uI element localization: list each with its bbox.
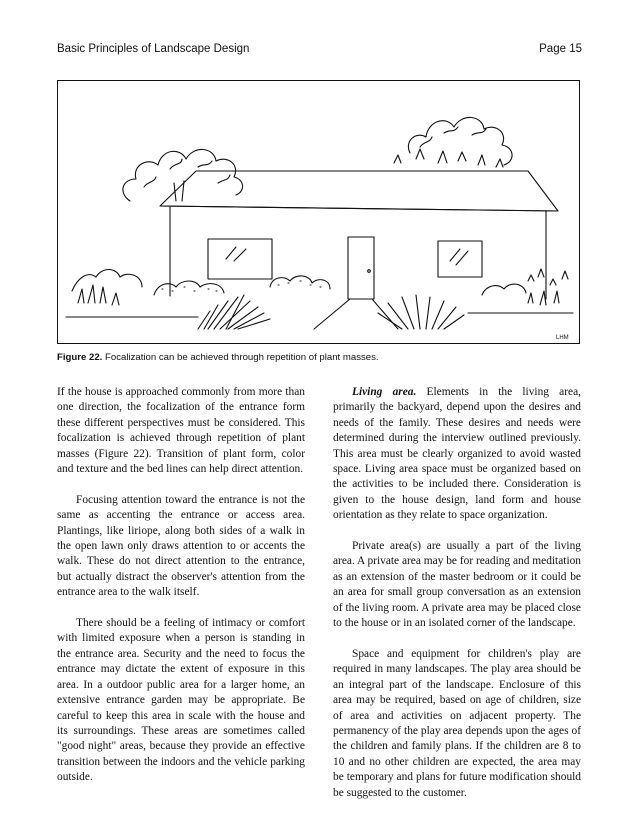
house-wall <box>170 207 546 299</box>
right-foundation-shrubs <box>482 284 526 295</box>
right-column <box>333 385 581 816</box>
front-door <box>348 237 374 299</box>
right-paragraph-1 <box>333 385 581 524</box>
header-title: Basic Principles of Landscape Design <box>57 43 250 55</box>
right-grass-tufts <box>528 291 559 305</box>
house-landscape-drawing <box>58 81 580 344</box>
left-grass-tufts <box>78 285 119 305</box>
left-tree-canopy-detail <box>144 159 230 187</box>
living-area-heading: Living area. <box>352 386 417 398</box>
door-shrub-dots <box>278 281 321 287</box>
figure-caption <box>57 352 582 363</box>
running-header <box>57 43 582 59</box>
left-column <box>57 385 305 801</box>
left-paragraph-1: If the house is approached commonly from more than one direction, the focalization of the entrance form these different perspectives must be considered. This focalization is achieved through repetition of plant masses (Figure 22). Transition of plant form, color and texture and the bed lines can help direct attention. <box>57 386 305 476</box>
page-number: Page 15 <box>539 43 582 55</box>
left-ground-shrub <box>72 270 142 292</box>
left-paragraph-3: There should be a feeling of intimacy or comfort with limited exposure when a person is standing in the entrance area. Security and the need to focus the entrance may dictate the extent of exposure in this area. In a outdoor public area for a larger home, an extensive entrance garden may be appropriate. Be careful to keep this area in scale with the house and its surroundings. These areas are sometimes called "good night" areas, because they provide an effective transition between the indoors and the vehicle parking outside. <box>57 617 305 784</box>
door-knob <box>368 270 371 273</box>
right-flowers <box>528 269 568 285</box>
front-walk <box>314 299 398 329</box>
right-shrub-spikes <box>394 149 503 167</box>
right-paragraph-1-text: Elements in the living area, primarily the backyard, depend upon the desires and needs of the family. These desires and needs were determined during the interview outlined previously. This area must be clearly organized to avoid wasted space. Living area space must be organized based on the activities to be included there. Consideration is given to the house design, land form and house orientation as they relate to space organization. <box>333 386 581 522</box>
artist-mark: LHM <box>556 335 569 341</box>
right-window <box>438 241 482 277</box>
left-foundation-shrubs <box>154 281 224 295</box>
left-paragraph-2: Focusing attention toward the entrance is not the same as accenting the entrance or access area. Plantings, like liriope, along both sides of a walk in the open lawn only draws attention to or accents the walk. These do not direct attention to the entrance, but actually distract the observer's attention from the entrance area to the walk itself. <box>57 493 305 599</box>
foreground-plant-left <box>198 295 270 329</box>
ground-line <box>66 313 573 317</box>
roof-eave <box>160 206 558 211</box>
house-roof <box>160 171 558 211</box>
figure-label: Figure 22. <box>57 352 103 363</box>
left-window-glare <box>226 247 246 261</box>
right-paragraph-3: Space and equipment for children's play are required in many landscapes. The play area should be an integral part of the landscape. Enclosure of this area may be required, based on age of children, size of area and activities on adjacent property. The permanency of the play area depends upon the ages of the children and family plans. If the children are 8 to 10 and no other children are expected, the area may be temporary and plans for future modification should be suggested to the customer. <box>333 647 581 799</box>
figure-22-illustration <box>57 80 580 344</box>
right-paragraph-2: Private area(s) are usually a part of the living area. A private area may be for reading and meditation as an extension of the master bedroom or it could be an area for small group conversation as an extension of the living room. A private area may be placed close to the house or in an isolated corner of the landscape. <box>333 540 581 630</box>
right-window-glare <box>450 249 468 265</box>
left-window <box>208 239 272 279</box>
figure-caption-text: Focalization can be achieved through repetition of plant masses. <box>105 352 379 363</box>
foreground-plant-right <box>378 295 464 329</box>
right-tree-canopy-detail <box>420 127 486 147</box>
